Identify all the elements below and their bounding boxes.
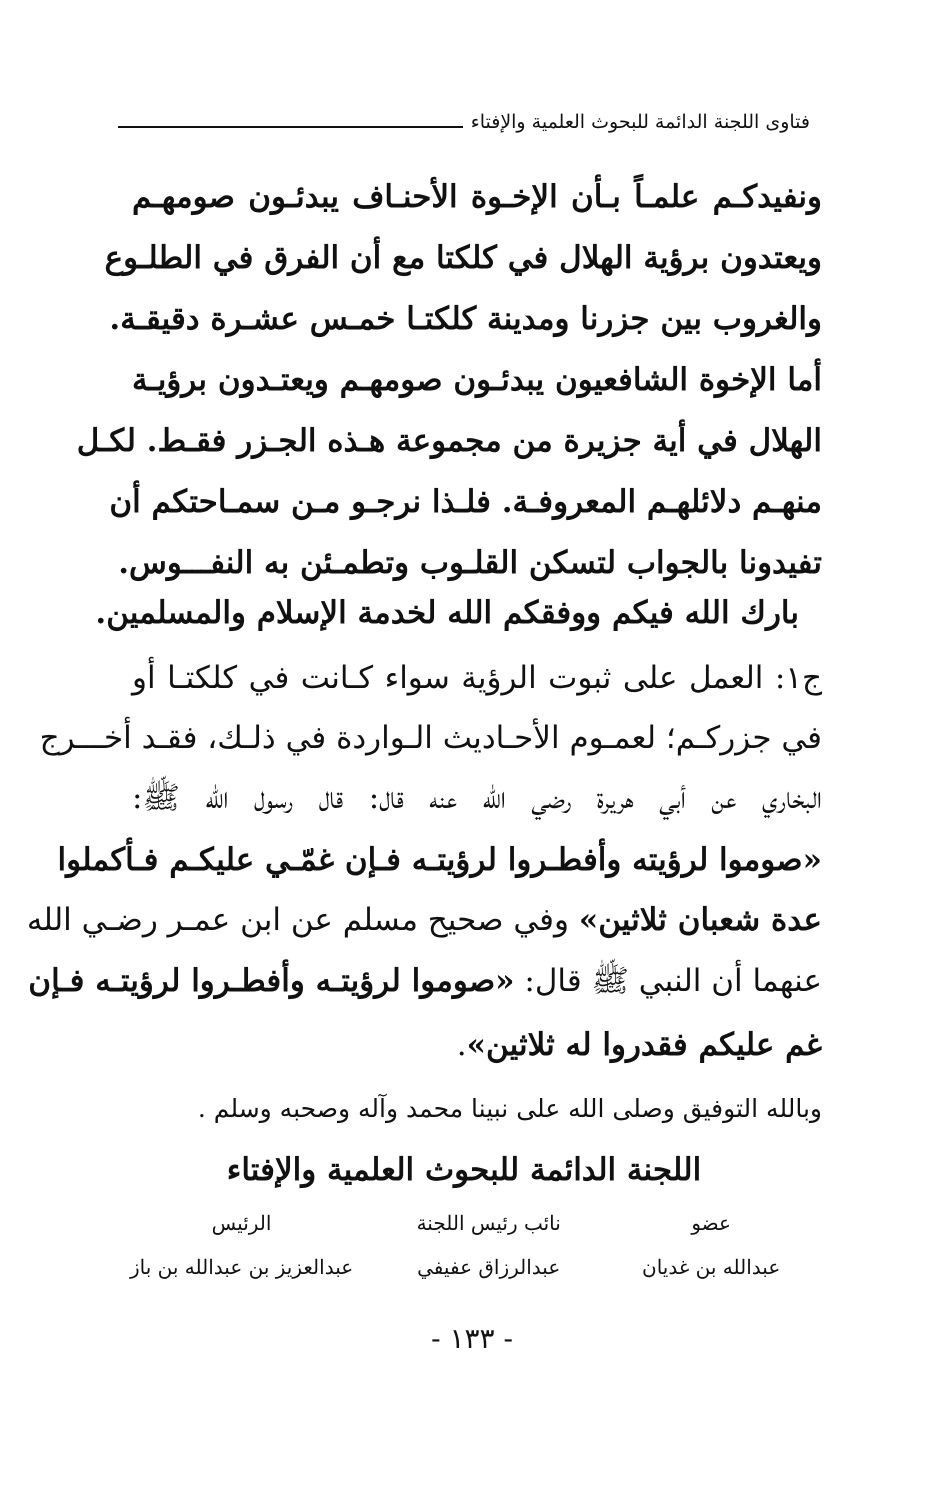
- question-line: منهـم دلائلهـم المعروفـة. فلـذا نرجـو مـن سمـاحتكم أن: [109, 484, 822, 520]
- answer-line: [132, 1015, 822, 1075]
- answer-line: البخاري عن أبي هريرة رضي الله عنه قال: قال رسول الله ﷺ:: [132, 780, 822, 816]
- hadith-quote-segment: غم عليكم فقدروا له ثلاثين»: [466, 1027, 822, 1063]
- question-line: تفيدونا بالجواب لتسكن القلـوب وتطمـئن به النفـــوس.: [118, 545, 822, 581]
- question-line: بارك الله فيكم ووفقكم الله لخدمة الإسلام والمسلمين.: [95, 595, 799, 631]
- closing-line: وبالله التوفيق وصلى الله على نبينا محمد وآله وصحبه وسلم .: [197, 1094, 822, 1123]
- page-header: [118, 106, 810, 138]
- signatory-roles: [118, 1206, 810, 1240]
- question-line: أما الإخوة الشافعيون يبدئـون صومهـم ويعتـدون برؤيـة: [132, 362, 822, 398]
- answer-text-segment: .: [456, 1027, 467, 1063]
- page-number: - ١٣٣ -: [431, 1322, 513, 1355]
- committee-name: اللجنة الدائمة للبحوث العلمية والإفتاء: [226, 1152, 702, 1188]
- signatory-names: [118, 1250, 810, 1284]
- answer-text-segment: وفي صحيح مسلم عن ابن عمـر رضـي الله: [26, 902, 579, 938]
- hadith-quote-segment: عدة شعبان ثلاثين»: [578, 902, 822, 938]
- answer-line: [28, 951, 822, 1011]
- signatory-role: نائب رئيس اللجنة: [416, 1211, 561, 1235]
- hadith-quote-line: «صوموا لرؤيته وأفطـروا لرؤيتـه فـإن غمّـي عليكـم فـأكملوا: [57, 842, 822, 878]
- signatory-role: الرئيس: [211, 1211, 272, 1235]
- answer-line: ج١: العمل على ثبوت الرؤية سواء كـانت في كلكتـا أو: [132, 660, 822, 696]
- signatory-name: عبدالله بن غديان: [642, 1255, 781, 1279]
- header-title: فتاوى اللجنة الدائمة للبحوث العلمية والإفتاء: [470, 111, 810, 133]
- answer-line: [26, 890, 822, 950]
- signatory-name: عبدالعزيز بن عبدالله بن باز: [129, 1255, 354, 1279]
- hadith-quote-segment: «صوموا لرؤيتـه وأفطـروا لرؤيتـه فـإن: [28, 963, 515, 999]
- question-line: والغروب بين جزرنا ومدينة كلكتـا خمـس عشـرة دقيقـة.: [109, 301, 822, 337]
- answer-line: في جزركـم؛ لعمـوم الأحـاديث الـواردة في ذلـك، فقـد أخـــرج: [39, 720, 822, 756]
- answer-text-segment: عنهما أن النبي ﷺ قال:: [514, 963, 822, 999]
- signatory-name: عبدالرزاق عفيفي: [417, 1255, 561, 1279]
- question-line: ويعتدون برؤية الهلال في كلكتا مع أن الفرق في الطلـوع: [104, 240, 822, 276]
- question-line: ونفيدكـم علمـاً بـأن الإخـوة الأحنـاف يبدئـون صومهـم: [132, 179, 822, 215]
- question-line: الهلال في أية جزيرة من مجموعة هـذه الجـزر فقـط. لكـل: [76, 423, 822, 459]
- header-rule: [118, 126, 463, 128]
- signatory-role: عضو: [691, 1211, 731, 1235]
